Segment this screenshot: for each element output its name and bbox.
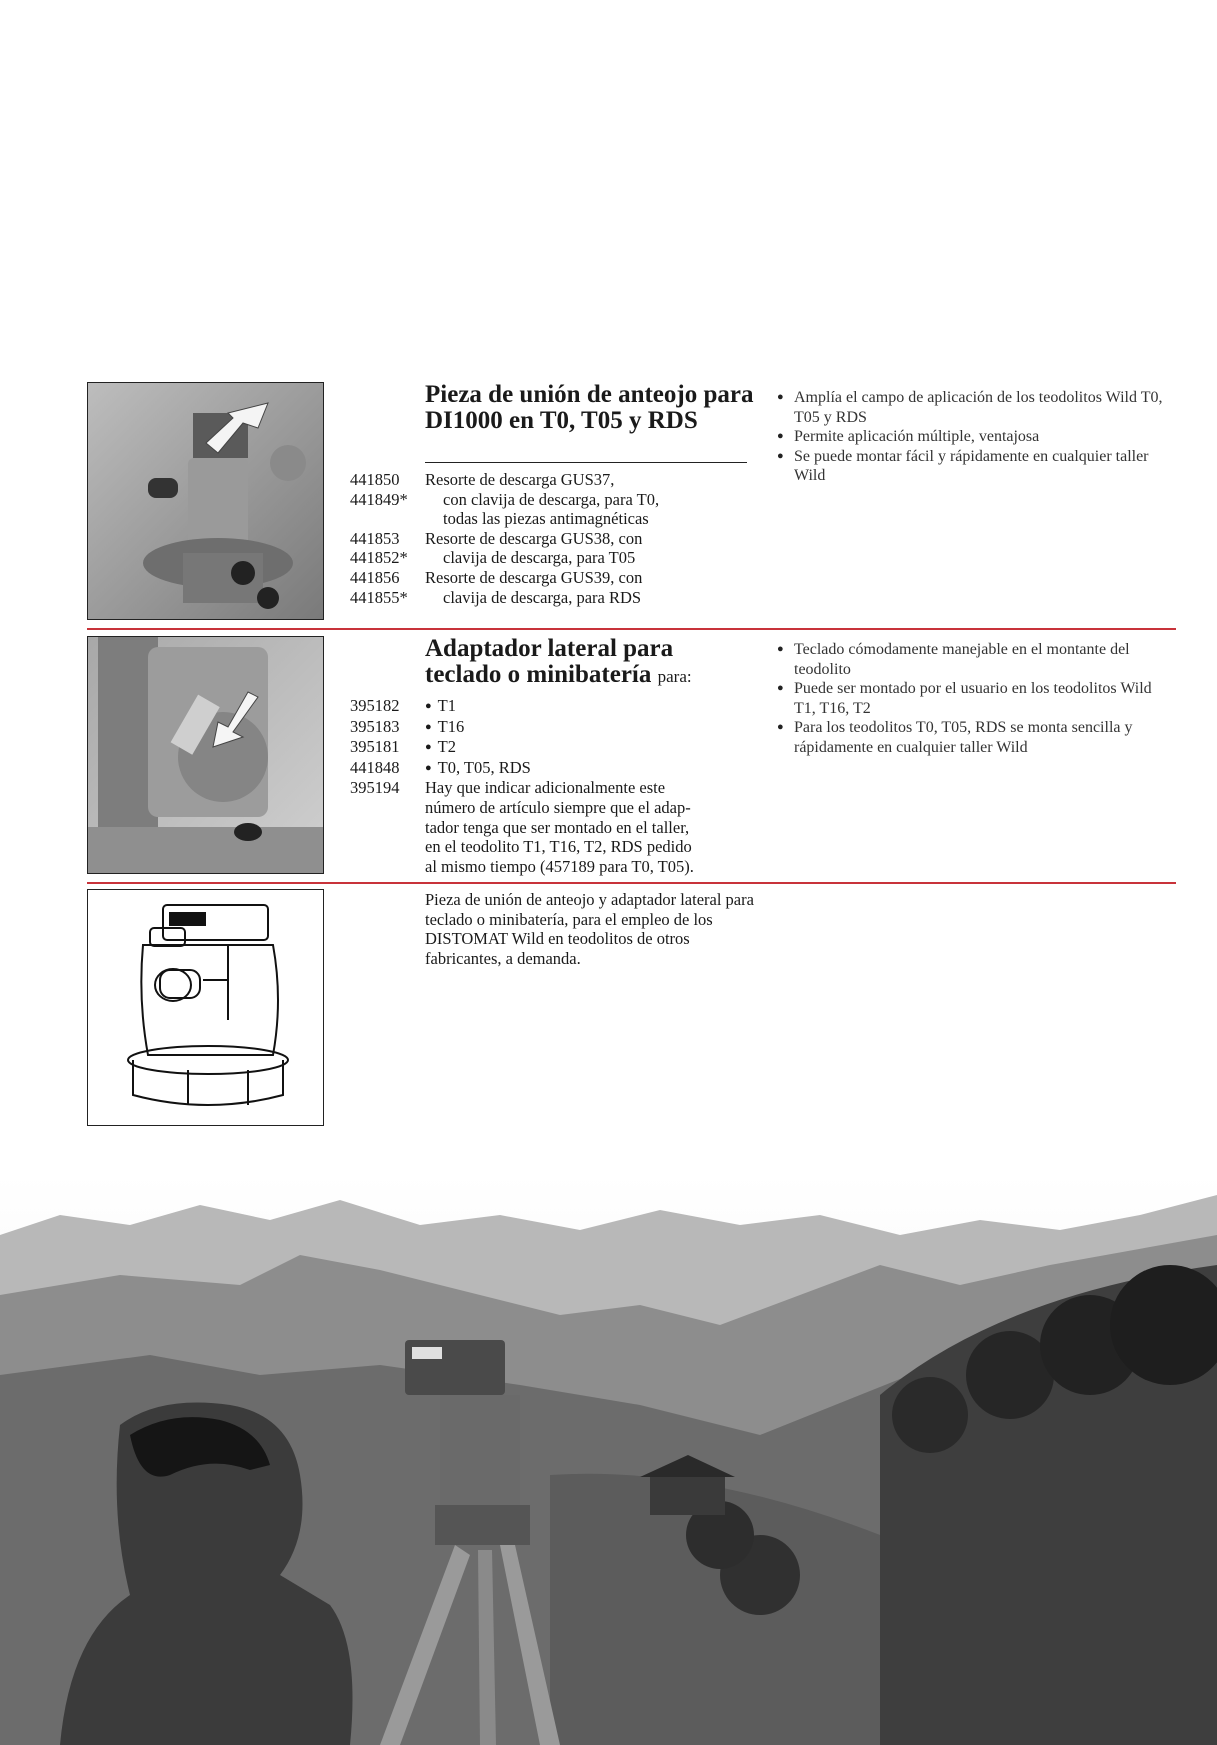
- feature-item: ● Amplía el campo de aplicación de los teodolitos Wild T0, T05 y RDS: [777, 388, 1177, 427]
- parts-list: [350, 470, 760, 607]
- list-item: [350, 857, 760, 877]
- list-item: [350, 778, 760, 798]
- article-number: 395182: [350, 696, 400, 715]
- article-description: con clavija de descarga, para T0,: [443, 489, 660, 509]
- article-description: Hay que indicar adicionalmente este: [425, 778, 666, 798]
- article-description: clavija de descarga, para RDS: [443, 587, 642, 607]
- list-item: [350, 568, 760, 588]
- article-description: ● T1: [425, 696, 760, 717]
- section-title: Pieza de unión de anteojo para DI1000 en T0, T05 y RDS: [425, 381, 754, 434]
- article-description: Resorte de descarga GUS37,: [425, 470, 615, 489]
- list-item: [350, 470, 760, 490]
- article-number: [350, 798, 425, 818]
- adapter-photo: [87, 636, 324, 874]
- list-item: [350, 509, 760, 529]
- custom-order-note: Pieza de unión de anteojo y adaptador lateral para teclado o minibatería, para el empleo de los DISTOMAT Wild en teodolitos de otros fabricantes, a demanda.: [425, 890, 754, 968]
- theodolite-drawing: [87, 889, 324, 1126]
- section-divider: [87, 628, 1176, 630]
- list-item: [350, 758, 760, 779]
- feature-item: ● Permite aplicación múltiple, ventajosa: [777, 427, 1177, 447]
- parts-list: [350, 696, 760, 876]
- article-number: 441856: [350, 567, 400, 587]
- section-divider: [87, 882, 1176, 884]
- article-number: 441852*: [350, 548, 408, 568]
- list-item: [350, 798, 760, 818]
- article-number: 441855*: [350, 587, 408, 607]
- article-description: al mismo tiempo (457189 para T0, T05).: [425, 856, 694, 876]
- list-item: [350, 696, 760, 717]
- article-number: 441853: [350, 528, 400, 548]
- feature-list: [777, 640, 1177, 758]
- list-item: [350, 737, 760, 758]
- section-title-suffix: para:: [657, 667, 692, 686]
- feature-item: ● Puede ser montado por el usuario en los teodolitos Wild T1, T16, T2: [777, 679, 1177, 718]
- list-item: [350, 837, 760, 857]
- feature-list: [777, 388, 1177, 486]
- list-item: [350, 588, 760, 608]
- list-item: [350, 548, 760, 568]
- article-number: [350, 837, 425, 857]
- article-number: 395181: [350, 737, 400, 757]
- article-description: tador tenga que ser montado en el taller,: [425, 817, 690, 837]
- article-description: Resorte de descarga GUS38, con: [425, 528, 643, 548]
- list-item: [350, 529, 760, 549]
- article-number: 395183: [350, 716, 400, 736]
- article-number: [350, 818, 425, 838]
- article-description: ● T16: [425, 717, 760, 738]
- feature-item: ● Se puede montar fácil y rápidamente en cualquier taller Wild: [777, 447, 1177, 486]
- article-description: ● T0, T05, RDS: [425, 758, 760, 779]
- landscape-photo: [0, 1175, 1217, 1745]
- theodolite-photo: [87, 382, 324, 620]
- article-number: 395194: [350, 778, 400, 798]
- article-description: Resorte de descarga GUS39, con: [425, 567, 643, 587]
- article-number: 441849*: [350, 489, 408, 509]
- list-item: [350, 490, 760, 510]
- article-description: clavija de descarga, para T05: [443, 548, 636, 568]
- article-description: en el teodolito T1, T16, T2, RDS pedido: [425, 837, 692, 857]
- title-underline: [425, 462, 747, 463]
- article-number: [350, 857, 425, 877]
- article-number: 441850: [350, 470, 400, 489]
- list-item: [350, 717, 760, 738]
- section-title: [425, 636, 755, 690]
- article-number: 441848: [350, 757, 400, 777]
- feature-item: ● Para los teodolitos T0, T05, RDS se monta sencilla y rápidamente en cualquier taller Wild: [777, 718, 1177, 757]
- article-number: [350, 509, 425, 529]
- feature-item: ● Teclado cómodamente manejable en el montante del teodolito: [777, 640, 1177, 679]
- section-title-text: Adaptador lateral para teclado o minibatería: [425, 635, 674, 688]
- article-description: ● T2: [425, 737, 760, 758]
- list-item: [350, 818, 760, 838]
- article-description: número de artículo siempre que el adap-: [425, 797, 691, 817]
- article-description: todas las piezas antimagnéticas: [443, 509, 649, 529]
